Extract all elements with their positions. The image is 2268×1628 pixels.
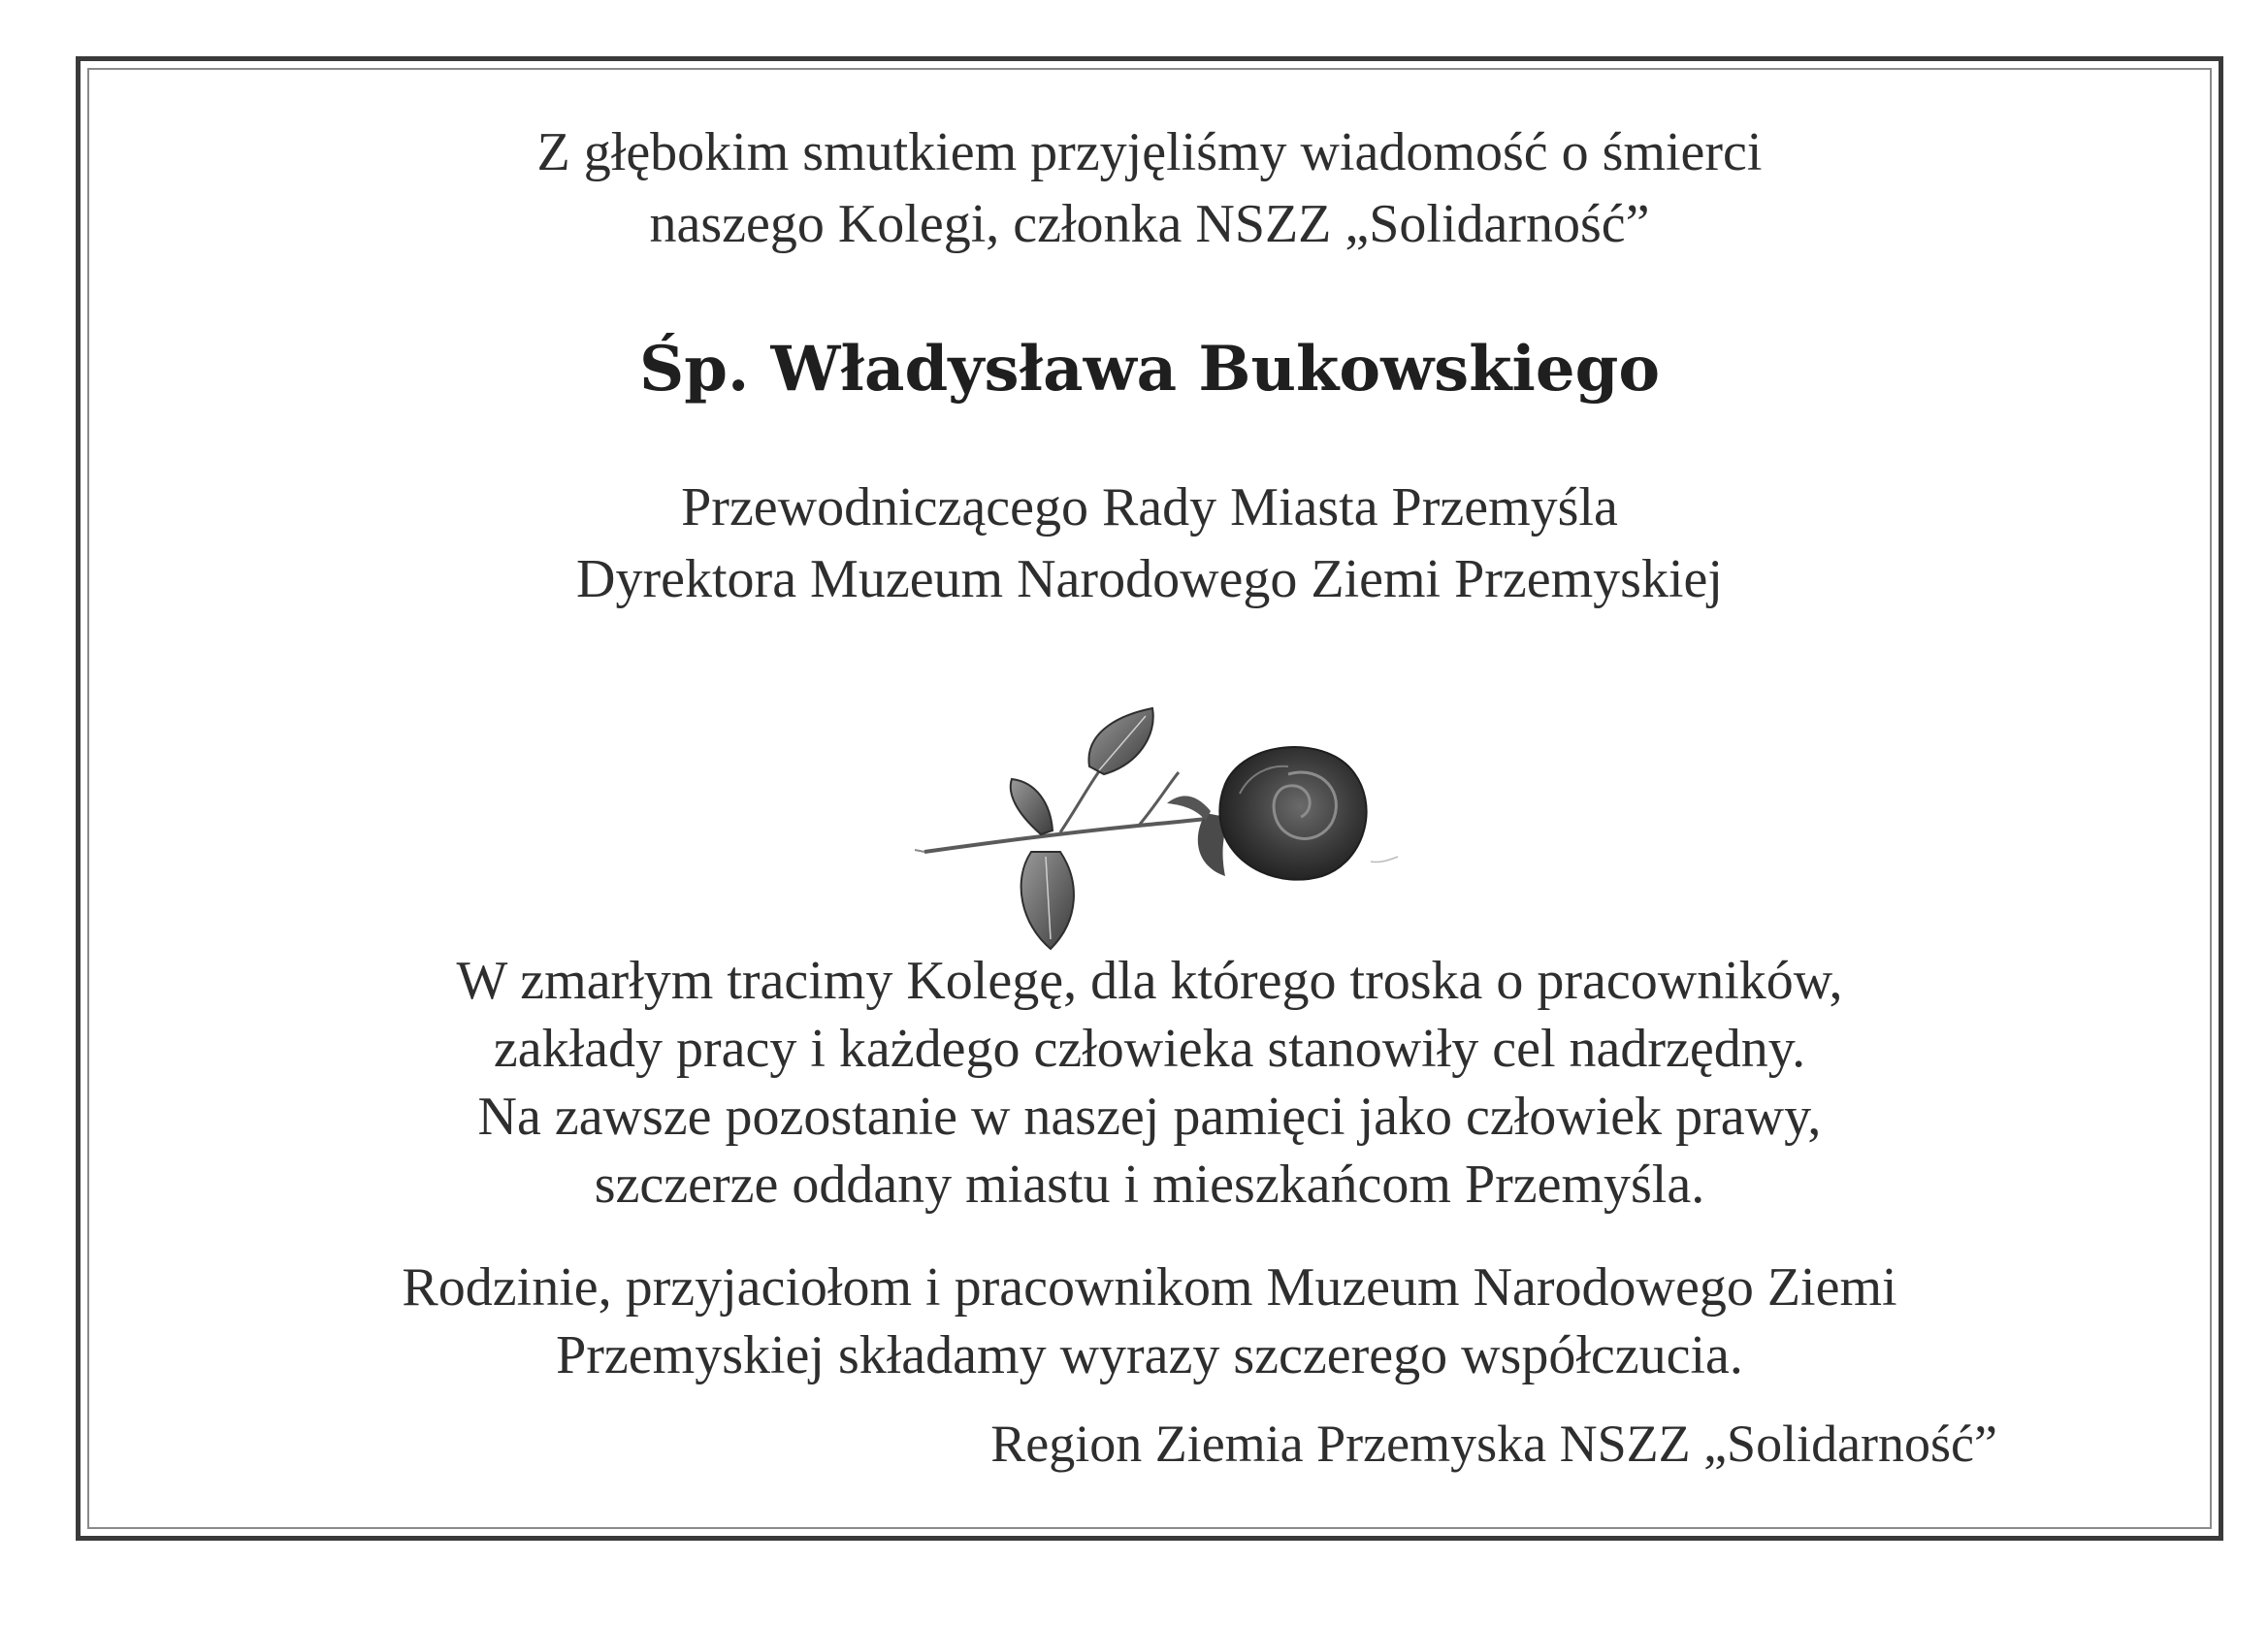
tribute-line-2: zakłady pracy i każdego człowieka stanowiły cel nadrzędny. [493,1019,1806,1079]
tribute-line-3: Na zawsze pozostanie w naszej pamięci jako człowiek prawy, [477,1087,1822,1147]
header-line-2: naszego Kolegi, członka NSZZ „Solidarność” [649,194,1650,254]
header-line-1: Z głębokim smutkiem przyjęliśmy wiadomość o śmierci [536,122,1763,182]
obituary-frame [76,56,2223,1541]
deceased-role-2: Dyrektora Muzeum Narodowego Ziemi Przemyskiej [576,549,1723,609]
tribute-line-4: szczerze oddany miastu i mieszkańcom Przemyśla. [594,1155,1705,1215]
signature: Region Ziemia Przemyska NSZZ „Solidarność” [990,1415,1997,1473]
deceased-name: Śp. Władysława Bukowskiego [639,333,1660,406]
tribute-line-1: W zmarłym tracimy Kolegę, dla którego troska o pracowników, [456,951,1843,1011]
condolences-line-2: Przemyskiej składamy wyrazy szczerego współczucia. [556,1325,1743,1385]
condolences-line-1: Rodzinie, przyjaciołom i pracownikom Muzeum Narodowego Ziemi [402,1257,1897,1318]
deceased-role-1: Przewodniczącego Rady Miasta Przemyśla [681,477,1618,537]
rose-icon [915,697,1400,959]
